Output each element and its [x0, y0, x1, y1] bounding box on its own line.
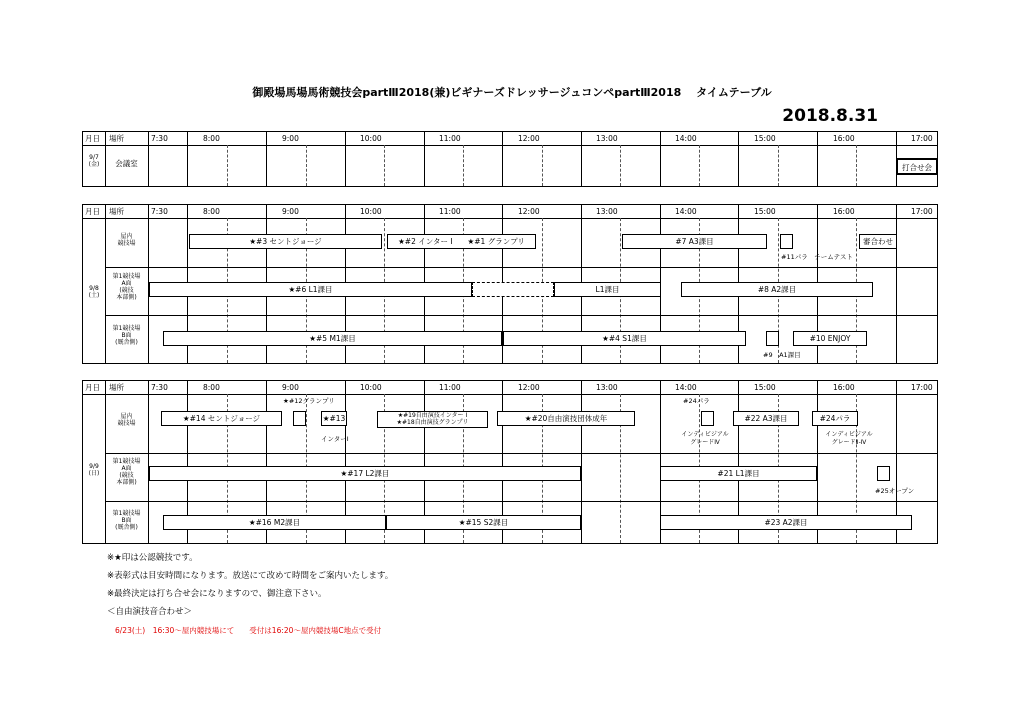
time-1600: 16:00 — [833, 134, 855, 143]
event-4-s1: ★#4 S1課目 — [503, 331, 746, 346]
time-1300: 13:00 — [596, 383, 618, 392]
event-25-box — [877, 466, 890, 481]
time-0730: 7:30 — [151, 383, 168, 392]
time-0800: 8:00 — [203, 134, 220, 143]
event-25-open-label: #25オープン — [875, 487, 915, 495]
event-11-para-team-label: #11パラ チームテスト — [781, 253, 853, 261]
header-month-day: 月日 — [85, 134, 100, 143]
event-13: ★#13 — [321, 411, 347, 426]
event-20-freestyle-team: ★#20自由演技団体成年 — [497, 411, 635, 426]
time-1700: 17:00 — [911, 207, 933, 216]
event-5-m1: ★#5 M1課目 — [163, 331, 502, 346]
document-date: 2018.8.31 — [782, 106, 878, 126]
time-1400: 14:00 — [675, 207, 697, 216]
time-1000: 10:00 — [360, 383, 382, 392]
event-9-a1-label: #9 A1課目 — [763, 351, 801, 359]
event-6-l1: ★#6 L1課目 — [149, 282, 472, 297]
header-place: 場所 — [109, 207, 124, 216]
event-24-grade2-4-label: インディビジアル グレードⅡ-Ⅳ — [825, 431, 873, 446]
time-0800: 8:00 — [203, 383, 220, 392]
event-11-box — [780, 234, 793, 249]
time-1400: 14:00 — [675, 383, 697, 392]
time-1700: 17:00 — [911, 134, 933, 143]
header-month-day: 月日 — [85, 383, 100, 392]
event-21-l1: #21 L1課目 — [660, 466, 817, 481]
event-8-a2: #8 A2課目 — [681, 282, 873, 297]
day3-date: 9/9 (日) — [88, 463, 100, 477]
event-24-para: #24パラ — [812, 411, 858, 426]
time-0900: 9:00 — [282, 383, 299, 392]
day1-date: 9/7 (金) — [88, 154, 100, 168]
time-1600: 16:00 — [833, 383, 855, 392]
time-1600: 16:00 — [833, 207, 855, 216]
time-1300: 13:00 — [596, 134, 618, 143]
time-0730: 7:30 — [151, 134, 168, 143]
event-10-enjoy: #10 ENJOY — [793, 331, 867, 346]
note-ceremony: ※表彰式は目安時間になります。放送にて改めて時間をご案内いたします。 — [107, 571, 394, 581]
event-14-st-georges: ★#14 セントジョージ — [161, 411, 282, 426]
day3-place-a-side: 第1競技場 A面 (競技 本部側) — [112, 458, 141, 486]
event-22-a3: #22 A3課目 — [733, 411, 799, 426]
day1-place-meeting-room: 会議室 — [115, 159, 138, 168]
time-1200: 12:00 — [518, 207, 540, 216]
time-1300: 13:00 — [596, 207, 618, 216]
event-briefing: 打合せ会 — [896, 158, 938, 175]
time-1500: 15:00 — [754, 207, 776, 216]
time-1000: 10:00 — [360, 134, 382, 143]
event-12-box — [293, 411, 306, 426]
time-1500: 15:00 — [754, 134, 776, 143]
event-2-1-inter-grandprix: ★#2 インター Ⅰ ★#1 グランプリ — [387, 234, 536, 249]
note-music-schedule: 6/23(土) 16:30～屋内競技場にて 受付は16:20～屋内競技場C地点で受付 — [115, 626, 382, 635]
event-7-a3: #7 A3課目 — [622, 234, 767, 249]
header-place: 場所 — [109, 383, 124, 392]
time-1700: 17:00 — [911, 383, 933, 392]
time-1100: 11:00 — [439, 207, 461, 216]
page-title: 御殿場馬場馬術競技会partⅢ2018(兼)ビギナーズドレッサージュコンペpartⅢ2018 タイムテーブル — [252, 86, 772, 99]
event-24-para-label: #24パラ — [683, 397, 710, 405]
note-final: ※最終決定は打ち合せ会になりますので、御注意下さい。 — [107, 589, 327, 599]
event-19-18-freestyle: ★#19自由演技インター Ⅰ ★#18自由演技グランプリ — [377, 411, 488, 428]
time-1500: 15:00 — [754, 383, 776, 392]
event-24-para-box — [701, 411, 714, 426]
event-23-a2: #23 A2課目 — [660, 515, 912, 530]
day3-place-indoor: 屋内 競技場 — [117, 413, 136, 427]
day2-date: 9/8 (土) — [88, 285, 100, 299]
time-0730: 7:30 — [151, 207, 168, 216]
event-12-grandprix-label: ★#12グランプリ — [283, 397, 335, 405]
note-official: ※★印は公認競技です。 — [107, 553, 198, 563]
time-0800: 8:00 — [203, 207, 220, 216]
time-1100: 11:00 — [439, 383, 461, 392]
event-15-s2: ★#15 S2課目 — [386, 515, 581, 530]
header-place: 場所 — [109, 134, 124, 143]
day2-place-a-side: 第1競技場 A面 (競技 本部側) — [112, 273, 141, 301]
day2-place-b-side: 第1競技場 B面 (厩舎側) — [112, 325, 141, 346]
event-6-l1-continued — [472, 282, 554, 297]
time-0900: 9:00 — [282, 207, 299, 216]
event-l1: L1課目 — [554, 282, 661, 297]
event-13-inter-label: インターⅠ — [321, 435, 349, 443]
time-1200: 12:00 — [518, 383, 540, 392]
time-1400: 14:00 — [675, 134, 697, 143]
time-1000: 10:00 — [360, 207, 382, 216]
day3-place-b-side: 第1競技場 B面 (厩舎側) — [112, 510, 141, 531]
event-9-box — [766, 331, 779, 346]
event-24-grade4-label: インディビジアル グレードⅣ — [681, 431, 729, 446]
event-16-m2: ★#16 M2課目 — [163, 515, 386, 530]
header-month-day: 月日 — [85, 207, 100, 216]
timetable-day2 — [82, 204, 938, 364]
day2-place-indoor: 屋内 競技場 — [117, 233, 136, 247]
event-3-st-georges: ★#3 セントジョージ — [189, 234, 382, 249]
timetable-day1 — [82, 131, 938, 187]
event-17-l2: ★#17 L2課目 — [149, 466, 581, 481]
time-1100: 11:00 — [439, 134, 461, 143]
event-music-check: 審合わせ — [859, 234, 897, 249]
timetable-day3 — [82, 380, 938, 544]
time-0900: 9:00 — [282, 134, 299, 143]
note-music-heading: ＜自由演技音合わせ＞ — [107, 607, 193, 617]
time-1200: 12:00 — [518, 134, 540, 143]
